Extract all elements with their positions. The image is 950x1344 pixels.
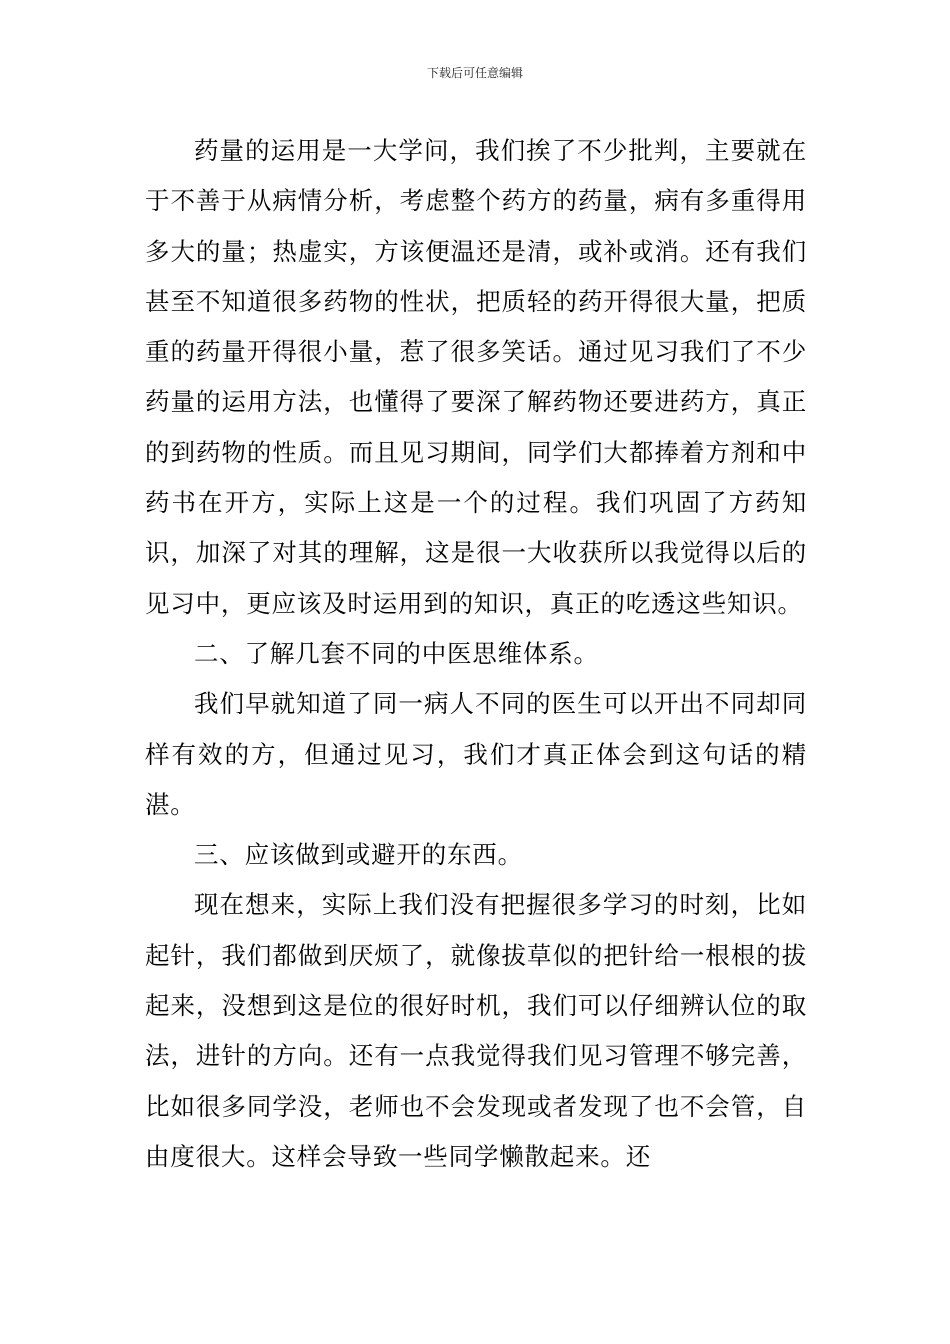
paragraph-thinking-systems: 我们早就知道了同一病人不同的医生可以开出不同却同样有效的方，但通过见习，我们才真正体会到这句话的精湛。 — [145, 689, 807, 819]
paragraph-things-to-do-or-avoid: 现在想来，实际上我们没有把握很多学习的时刻，比如起针，我们都做到厌烦了，就像拔草似的把针给一根根的拔起来，没想到这是位的很好时机，我们可以仔细辨认位的取法，进针的方向。还有一点我觉得我们见习管理不够完善，比如很多同学没，老师也不会发现或者发现了也不会管，自由度很大。这样会导致一些同学懒散起来。还 — [145, 890, 807, 1171]
section-heading-three: 三、应该做到或避开的东西。 — [194, 840, 523, 870]
page-header-note: 下载后可任意编辑 — [426, 66, 523, 80]
paragraph-dosage: 药量的运用是一大学问，我们挨了不少批判，主要就在于不善于从病情分析，考虑整个药方的药量，病有多重得用多大的量；热虚实，方该便温还是清，或补或消。还有我们甚至不知道很多药物的性状，把质轻的药开得很大量，把质重的药量开得很小量，惹了很多笑话。通过见习我们了不少药量的运用方法，也懂得了要深了解药物还要进药方，真正的到药物的性质。而且见习期间，同学们大都捧着方剂和中药书在开方，实际上这是一个的过程。我们巩固了方药知识，加深了对其的理解，这是很一大收获所以我觉得以后的见习中，更应该及时运用到的知识，真正的吃透这些知识。 — [145, 136, 807, 618]
document-body — [145, 126, 807, 1182]
section-heading-two: 二、了解几套不同的中医思维体系。 — [194, 638, 599, 668]
